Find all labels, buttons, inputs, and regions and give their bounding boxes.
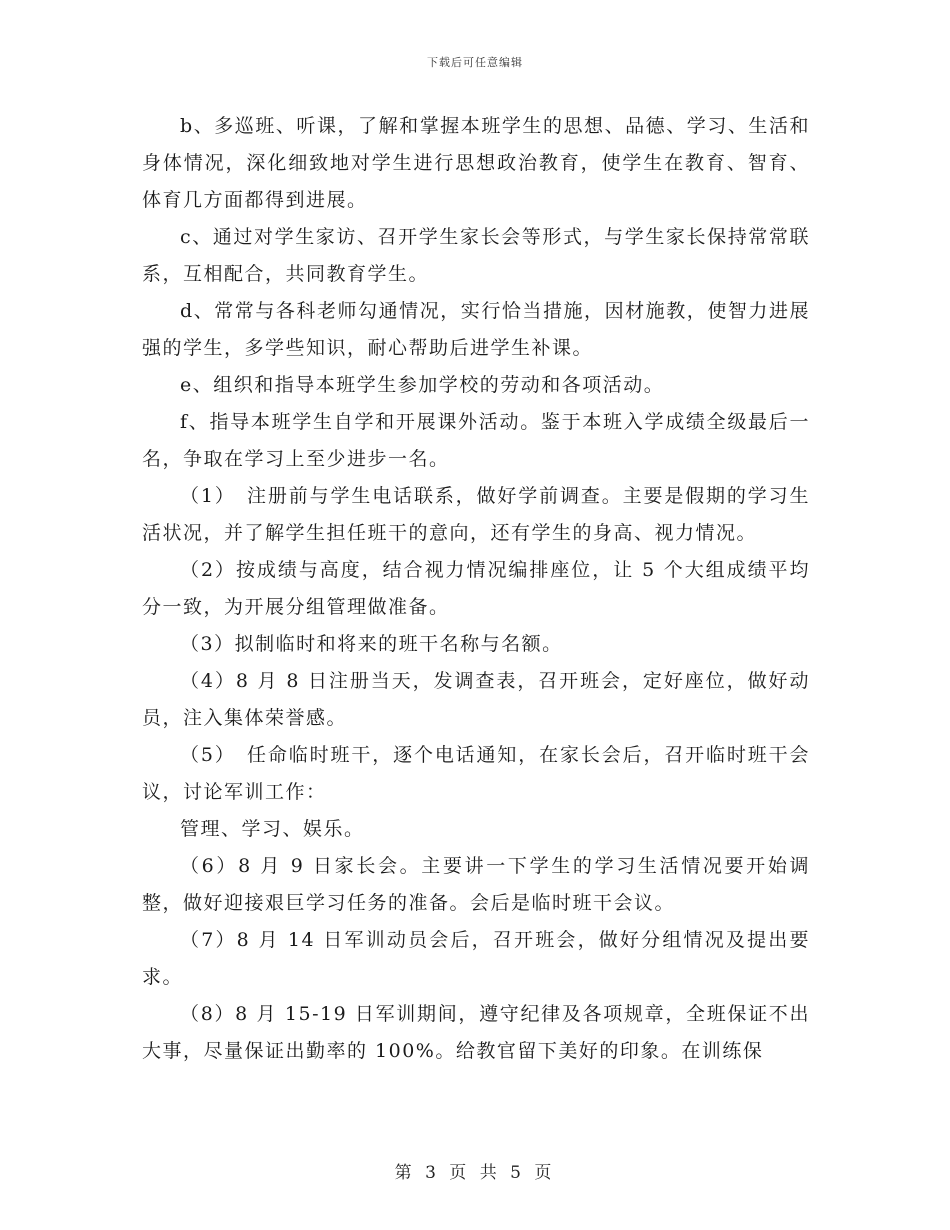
- paragraph-f: f、指导本班学生自学和开展课外活动。鉴于本班入学成绩全级最后一名，争取在学习上至少进步一名。: [142, 411, 810, 470]
- document-body: [142, 108, 810, 1070]
- list-item-5-continued: 管理、学习、娱乐。: [180, 818, 365, 840]
- paragraph-c: c、通过对学生家访、召开学生家长会等形式，与学生家长保持常常联系，互相配合，共同教育学生。: [142, 226, 810, 285]
- list-item-5: （5） 任命临时班干，逐个电话通知，在家长会后，召开临时班干会议，讨论军训工作：: [142, 744, 810, 803]
- list-item-4: （4）8 月 8 日注册当天，发调查表，召开班会，定好座位，做好动员，注入集体荣誉感。: [142, 670, 810, 729]
- paragraph-e: e、组织和指导本班学生参加学校的劳动和各项活动。: [180, 374, 665, 396]
- page-header-note: 下载后可任意编辑: [427, 56, 523, 69]
- paragraph-d: d、常常与各科老师勾通情况，实行恰当措施，因材施教，使智力进展强的学生，多学些知识，耐心帮助后进学生补课。: [142, 300, 810, 359]
- list-item-8: （8）8 月 15-19 日军训期间，遵守纪律及各项规章，全班保证不出大事，尽量保证出勤率的 100%。给教官留下美好的印象。在训练保: [142, 1003, 810, 1062]
- paragraph-b: b、多巡班、听课，了解和掌握本班学生的思想、品德、学习、生活和身体情况，深化细致地对学生进行思想政治教育，使学生在教育、智育、体育几方面都得到进展。: [142, 115, 810, 211]
- list-item-1: （1） 注册前与学生电话联系，做好学前调查。主要是假期的学习生活状况，并了解学生担任班干的意向，还有学生的身高、视力情况。: [142, 485, 810, 544]
- list-item-2: （2）按成绩与高度，结合视力情况编排座位，让 5 个大组成绩平均分一致，为开展分组管理做准备。: [142, 559, 810, 618]
- list-item-7: （7）8 月 14 日军训动员会后，召开班会，做好分组情况及提出要求。: [142, 929, 810, 988]
- list-item-3: （3）拟制临时和将来的班干名称与名额。: [180, 633, 563, 655]
- list-item-6: （6）8 月 9 日家长会。主要讲一下学生的学习生活情况要开始调整，做好迎接艰巨学习任务的准备。会后是临时班干会议。: [142, 855, 810, 914]
- page-footer: 第 3 页 共 5 页: [394, 1163, 556, 1183]
